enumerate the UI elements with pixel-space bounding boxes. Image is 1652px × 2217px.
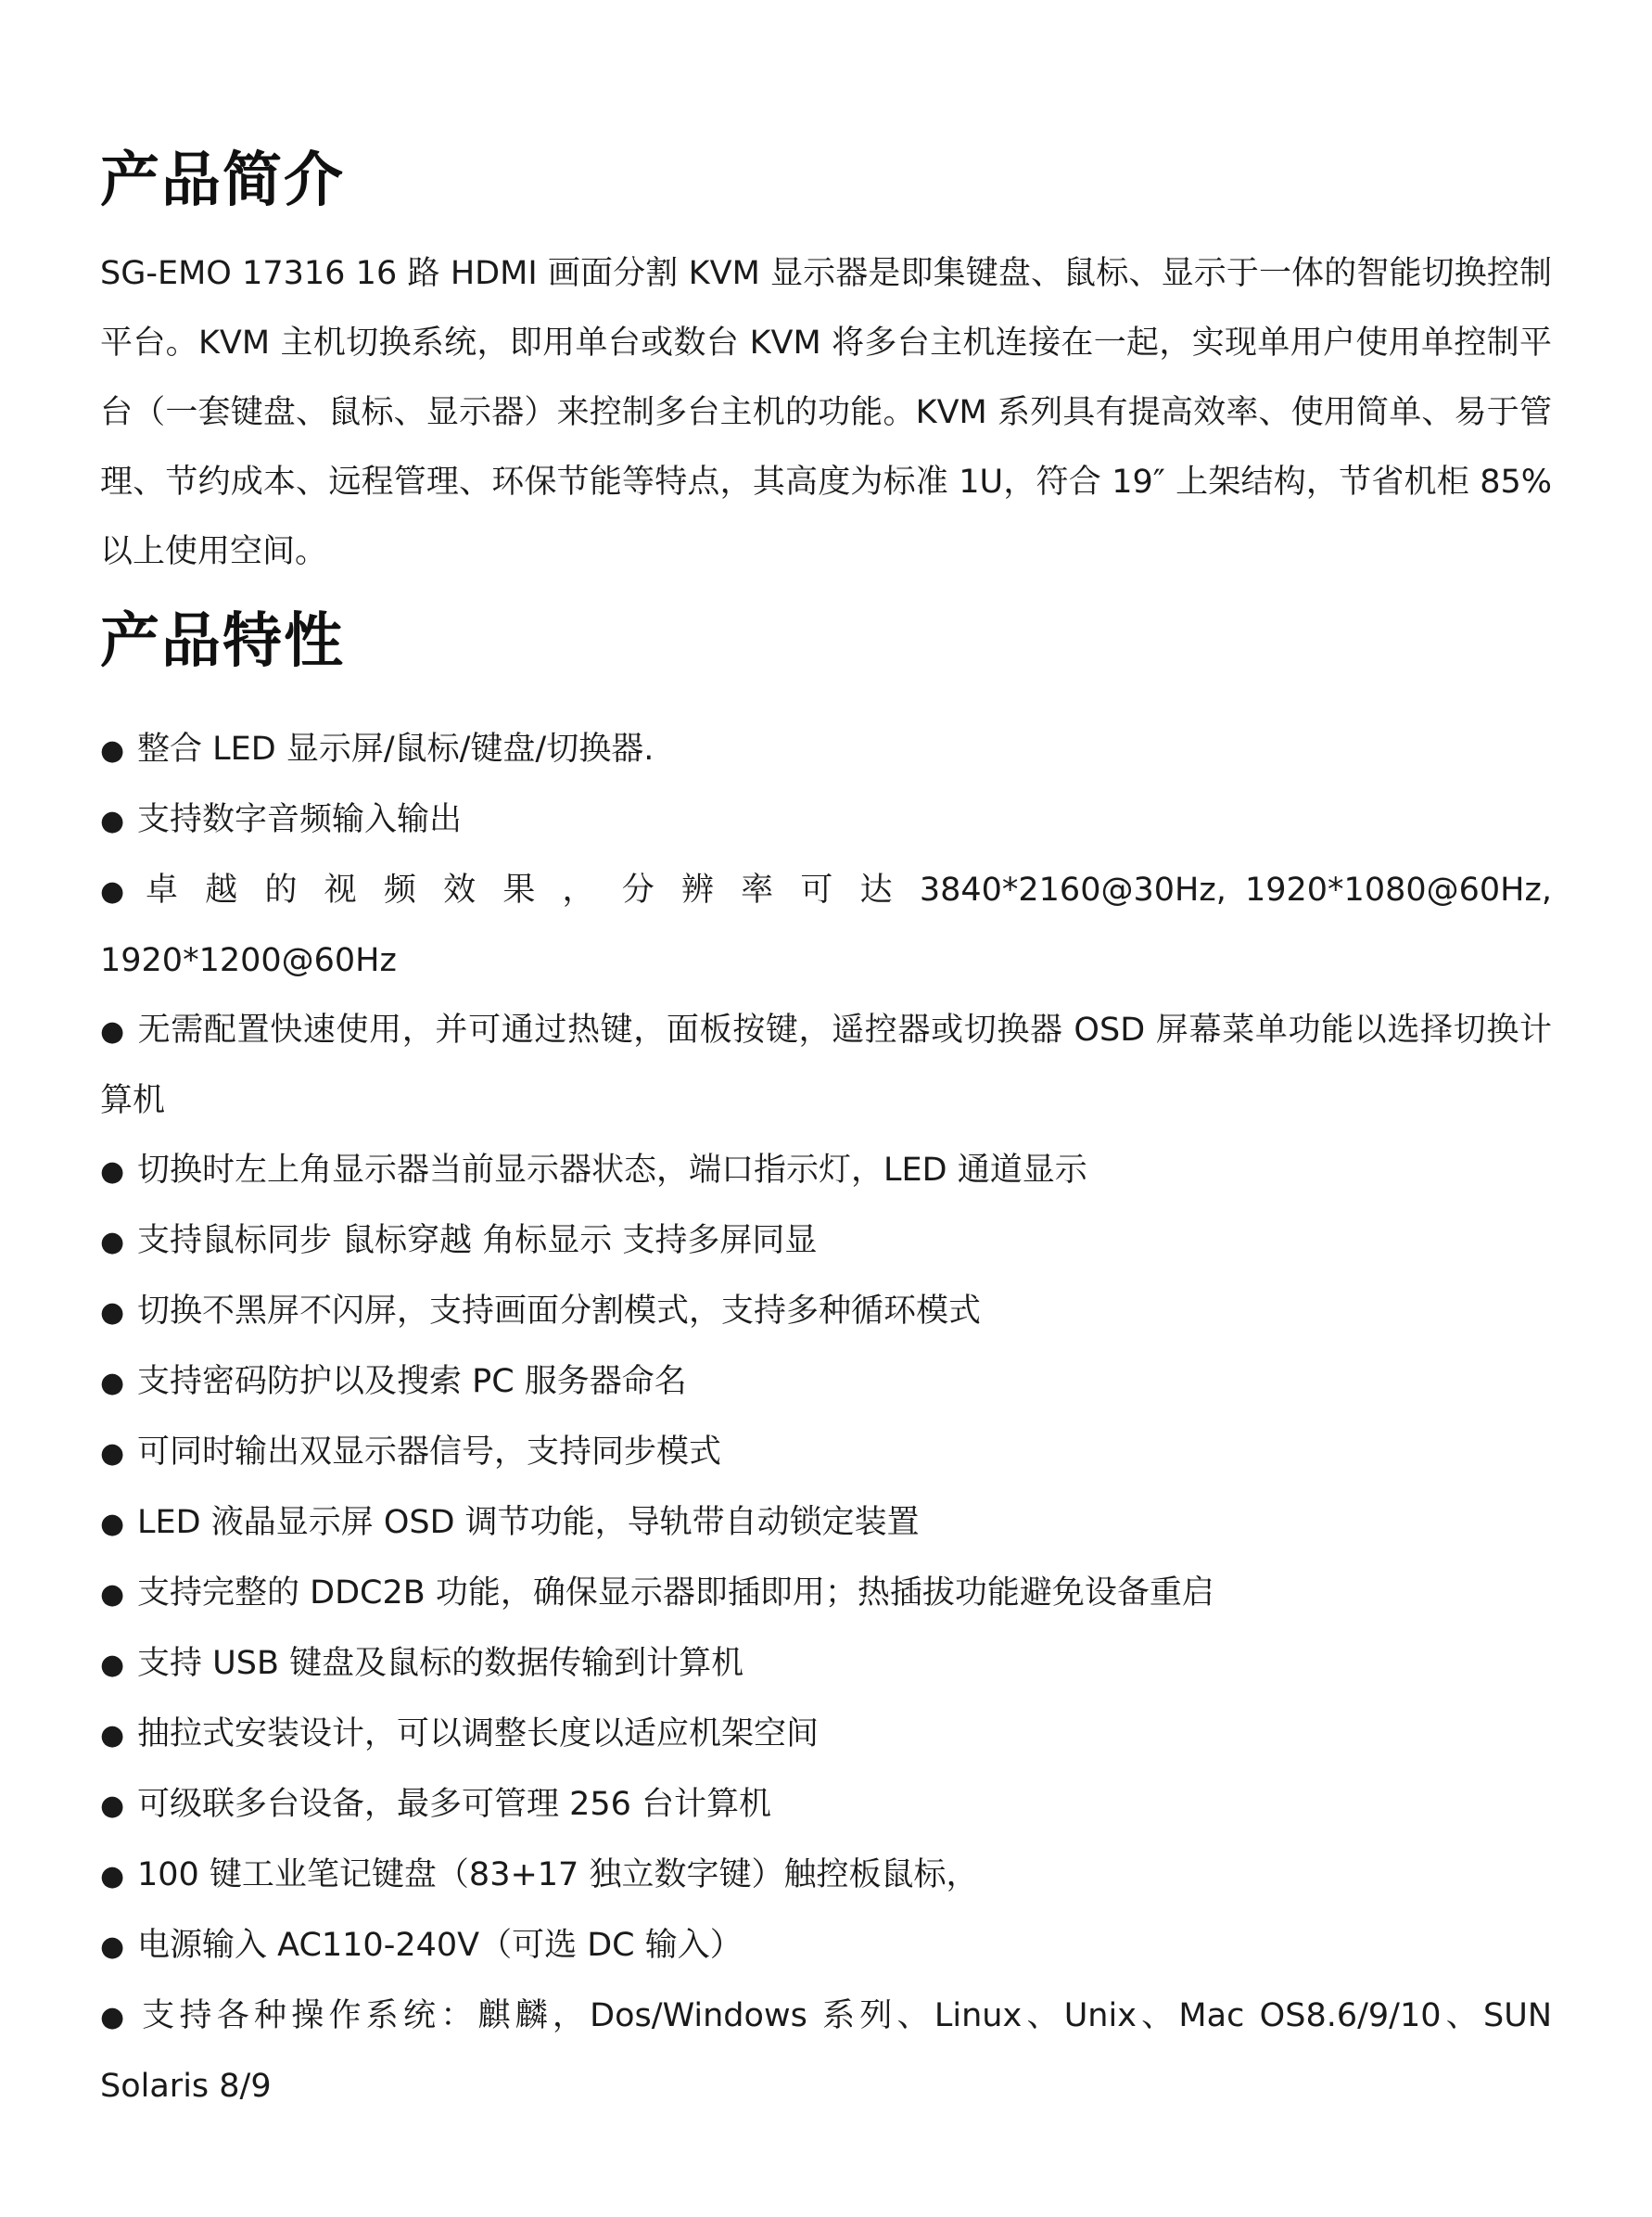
feature-item bbox=[100, 1629, 1552, 1700]
feature-text: 整合 LED 显示屏/鼠标/键盘/切换器. bbox=[137, 731, 654, 768]
intro-paragraph: SG-EMO 17316 16 路 HDMI 画面分割 KVM 显示器是即集键盘、鼠标、显示于一体的智能切换控制平台。KVM 主机切换系统，即用单台或数台 KVM 将多台主机连接在一起，实现单用户使用单控制平台（一套键盘、鼠标、显示器）来控制多台主机的功能。KVM 系列具有提高效率、使用简单、易于管理、节约成本、远程管理、环保节能等特点，其高度为标准 1U，符合 19″ 上架结构，节省机柜 85%以上使用空间。 bbox=[100, 255, 1552, 570]
bullet-icon: ● bbox=[100, 1649, 125, 1681]
feature-text: 切换时左上角显示器当前显示器状态，端口指示灯，LED 通道显示 bbox=[137, 1152, 1087, 1189]
feature-item bbox=[100, 1559, 1552, 1629]
feature-text: 可同时输出双显示器信号，支持同步模式 bbox=[137, 1433, 722, 1471]
feature-item bbox=[100, 1700, 1552, 1770]
feature-item bbox=[100, 1488, 1552, 1559]
feature-item bbox=[100, 1841, 1552, 1911]
feature-list bbox=[100, 715, 1552, 2121]
bullet-icon: ● bbox=[100, 1367, 125, 1399]
bullet-icon: ● bbox=[100, 1226, 125, 1258]
feature-item bbox=[100, 1418, 1552, 1488]
feature-item bbox=[100, 1981, 1552, 2121]
feature-text: 可级联多台设备，最多可管理 256 台计算机 bbox=[137, 1786, 772, 1823]
bullet-icon: ● bbox=[100, 1719, 125, 1752]
bullet-icon: ● bbox=[100, 1296, 125, 1329]
feature-item bbox=[100, 715, 1552, 785]
feature-item bbox=[100, 1770, 1552, 1841]
feature-text: 电源输入 AC110-240V（可选 DC 输入） bbox=[137, 1927, 743, 1964]
feature-item bbox=[100, 1277, 1552, 1347]
bullet-icon: ● bbox=[100, 1437, 125, 1470]
feature-text: 支持数字音频输入输出 bbox=[137, 801, 463, 838]
bullet-icon: ● bbox=[100, 1155, 125, 1188]
feature-item bbox=[100, 785, 1552, 856]
feature-text: 支持鼠标同步 鼠标穿越 角标显示 支持多屏同显 bbox=[137, 1222, 818, 1259]
feature-text: 支持各种操作系统：麒麟，Dos/Windows 系列、Linux、Unix、Mac OS8.6/9/10、SUN Solaris 8/9 bbox=[100, 1997, 1552, 2105]
bullet-icon: ● bbox=[100, 1578, 125, 1611]
feature-item bbox=[100, 996, 1552, 1136]
feature-text: LED 液晶显示屏 OSD 调节功能，导轨带自动锁定装置 bbox=[137, 1504, 920, 1541]
feature-item bbox=[100, 856, 1552, 996]
feature-text: 切换不黑屏不闪屏，支持画面分割模式，支持多种循环模式 bbox=[137, 1293, 982, 1330]
feature-text: 100 键工业笔记键盘（83+17 独立数字键）触控板鼠标， bbox=[137, 1856, 979, 1893]
bullet-icon: ● bbox=[100, 1930, 125, 1963]
feature-text: 卓 越 的 视 频 效 果 ， 分 辨 率 可 达 3840*2160@30Hz, 1920*1080@60Hz, 1920*1200@60Hz bbox=[100, 872, 1552, 979]
bullet-icon: ● bbox=[100, 875, 125, 908]
bullet-icon: ● bbox=[100, 1508, 125, 1540]
feature-text: 支持密码防护以及搜索 PC 服务器命名 bbox=[137, 1363, 687, 1400]
feature-text: 支持完整的 DDC2B 功能，确保显示器即插即用；热插拔功能避免设备重启 bbox=[137, 1574, 1214, 1612]
feature-text: 抽拉式安装设计，可以调整长度以适应机架空间 bbox=[137, 1715, 820, 1752]
feature-item bbox=[100, 1911, 1552, 1981]
feature-item bbox=[100, 1206, 1552, 1277]
features-heading: 产品特性 bbox=[100, 607, 345, 676]
feature-item bbox=[100, 1136, 1552, 1206]
feature-text: 支持 USB 键盘及鼠标的数据传输到计算机 bbox=[137, 1645, 744, 1682]
bullet-icon: ● bbox=[100, 1790, 125, 1822]
bullet-icon: ● bbox=[100, 2001, 125, 2033]
bullet-icon: ● bbox=[100, 805, 125, 837]
bullet-icon: ● bbox=[100, 1860, 125, 1892]
bullet-icon: ● bbox=[100, 1015, 125, 1048]
feature-item bbox=[100, 1347, 1552, 1418]
feature-text: 无需配置快速使用，并可通过热键，面板按键，遥控器或切换器 OSD 屏幕菜单功能以选择切换计算机 bbox=[100, 1012, 1552, 1119]
intro-heading: 产品简介 bbox=[100, 147, 345, 215]
document-page bbox=[100, 139, 1552, 2121]
bullet-icon: ● bbox=[100, 734, 125, 767]
